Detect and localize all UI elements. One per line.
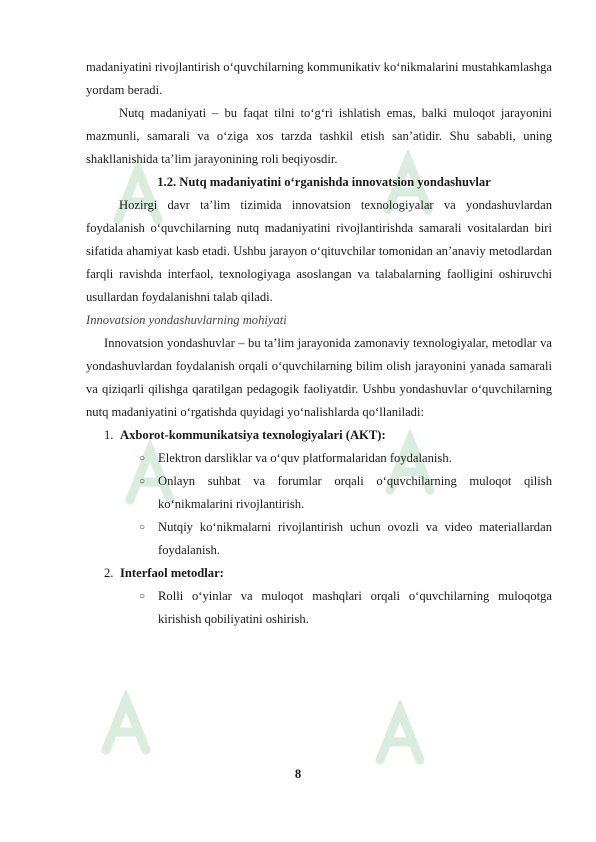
list-item-interfaol <box>86 562 552 585</box>
paragraph-hozirgi-davr: Hozirgi davr ta’lim tizimida innovatsion texnologiyalar va yondashuvlardan foydalanish o‘quvchilarning nutq madaniyatini rivojlantirishda samarali vositalardan biri sifatida ahamiyat kasb etadi. Ushbu jarayon o‘qituvchilar tomonidan an’anaviy metodlardan farqli ravishda interfaol, texnologiyaga asoslangan va talabalarning faolligini oshiruvchi usullardan foydalanishni talab qiladi. <box>86 198 552 304</box>
page-number: 8 <box>294 767 302 781</box>
paragraph-continuation: madaniyatini rivojlantirish o‘quvchilarning kommunikativ ko‘nikmalarini mustahkamlashga yordam beradi. <box>86 60 552 97</box>
list-item-akt <box>86 424 552 447</box>
bullet-item: ○ Elektron darsliklar va o‘quv platformalaridan foydalanish. <box>86 447 552 470</box>
bullet-item: ○ Nutqiy ko‘nikmalarni rivojlantirish uchun ovozli va video materiallardan foydalanish. <box>86 516 552 562</box>
list-title: Axborot-kommunikatsiya texnologiyalari (AKT): <box>120 428 386 442</box>
watermark-logo-icon <box>370 700 430 770</box>
bullet-circle-icon: ○ <box>139 591 146 602</box>
watermark-logo-icon <box>96 690 156 760</box>
list-title: Interfaol metodlar: <box>120 566 224 580</box>
bullet-circle-icon: ○ <box>139 476 146 487</box>
bullet-item: ○ Rolli o‘yinlar va muloqot mashqlari orqali o‘quvchilarning muloqotga kirishish qobiliyatini oshirish. <box>86 585 552 631</box>
list-number: 2. <box>104 566 114 580</box>
list-number: 1. <box>104 428 114 442</box>
page-content <box>86 56 552 631</box>
bullet-circle-icon: ○ <box>139 453 146 464</box>
paragraph-nutq-madaniyati: Nutq madaniyati – bu faqat tilni to‘g‘ri ishlatish emas, balki muloqot jarayonini mazmunli, samarali va o‘ziga xos tarzda tashkil etish san’atidir. Shu sababli, uning shakllanishida ta’lim jarayonining roli beqiyosdir. <box>86 106 552 166</box>
section-heading: 1.2. Nutq madaniyatini o‘rganishda innovatsion yondashuvlar <box>157 175 491 189</box>
bullet-item: ○ Onlayn suhbat va forumlar orqali o‘quvchilarning muloqot qilish ko‘nikmalarini rivojlantirish. <box>86 470 552 516</box>
bullet-circle-icon: ○ <box>139 522 146 533</box>
subheading: Innovatsion yondashuvlarning mohiyati <box>86 313 287 327</box>
paragraph-innovatsion: Innovatsion yondashuvlar – bu ta’lim jarayonida zamonaviy texnologiyalar, metodlar va yondashuvlardan foydalanish orqali o‘quvchilarning bilim olish jarayonini yanada samarali va qiziqarli qilishga qaratilgan pedagogik faoliyatdir. Ushbu yondashuvlar o‘quvchilarning nutq madaniyatini o‘rgatishda quyidagi yo‘nalishlarda qo‘llaniladi: <box>86 336 552 419</box>
